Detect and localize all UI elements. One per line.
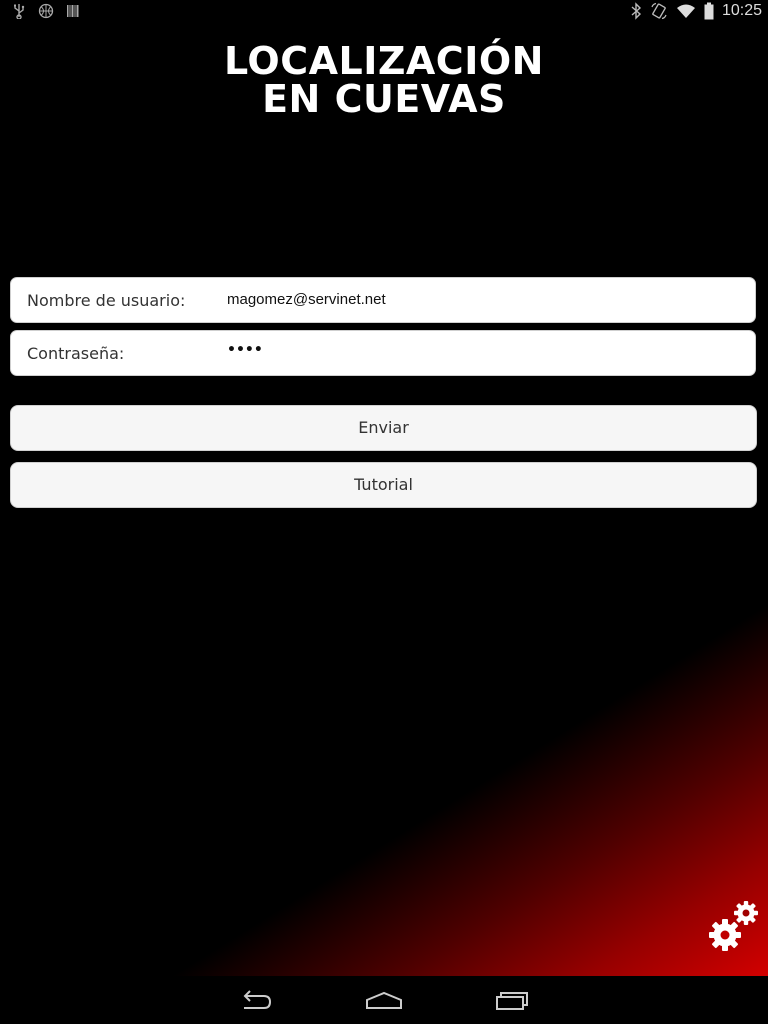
app-title	[0, 39, 768, 121]
app-title-line2: EN CUEVAS	[262, 77, 506, 121]
home-button[interactable]	[364, 984, 404, 1016]
rotate-icon	[650, 2, 668, 20]
password-input[interactable]: ••••	[227, 342, 263, 358]
recents-button[interactable]	[492, 984, 532, 1016]
usb-icon	[12, 3, 26, 19]
status-clock: 10:25	[721, 2, 762, 19]
settings-button[interactable]	[706, 898, 762, 954]
battery-icon	[704, 2, 714, 20]
username-label: Nombre de usuario:	[27, 291, 186, 310]
wifi-icon	[676, 3, 696, 19]
username-input[interactable]	[227, 291, 727, 308]
recents-icon	[492, 984, 532, 1016]
password-label: Contraseña:	[27, 344, 125, 363]
back-icon	[236, 984, 276, 1016]
basketball-icon	[38, 3, 54, 19]
back-button[interactable]	[236, 984, 276, 1016]
barcode-icon	[66, 3, 80, 19]
username-field[interactable]	[10, 277, 756, 323]
status-bar	[0, 0, 768, 25]
bluetooth-icon	[630, 2, 642, 20]
app-title-line1: LOCALIZACIÓN	[224, 39, 544, 83]
gears-icon	[706, 898, 762, 954]
home-icon	[364, 984, 404, 1016]
submit-button[interactable]: Enviar	[10, 405, 757, 451]
navigation-bar	[0, 976, 768, 1024]
password-field[interactable]	[10, 330, 756, 376]
tutorial-button[interactable]: Tutorial	[10, 462, 757, 508]
